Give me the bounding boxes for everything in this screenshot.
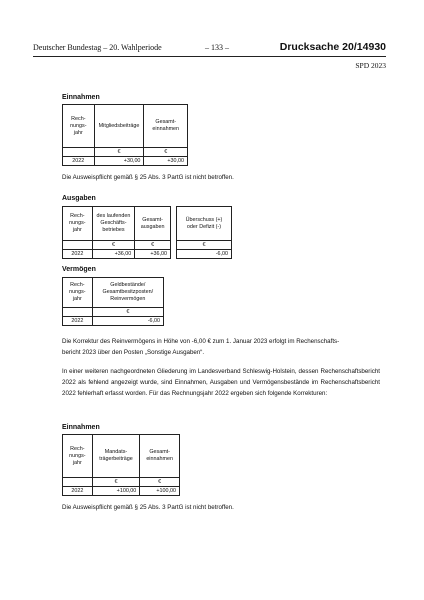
col-header-gesamtausgaben: Gesamt- ausgaben (135, 207, 171, 241)
col-header-year: Rech- nungs- jahr (63, 105, 95, 148)
paragraph-landesverband: In einer weiteren nachgeordneten Gliederung im Landesverband Schleswig-Holstein, dessen Rechenschaftsbericht 2022 als fehlend angezeigt wurde, sind Einnahmen, Ausgaben und Vermögensbestände im Rechenschaftsbericht 2022 fehlerhaft erfasst worden. Für das Rechnungsjahr 2022 ergeben sich folgende Korrekturen: (62, 368, 380, 397)
unit-cell-empty (63, 308, 93, 317)
header-rule (33, 56, 386, 57)
col-header-year: Rech- nungs- jahr (63, 278, 93, 308)
col-header-reinvermoegen: Geldbestände/ Gesamtbesitzposten/ Reinvermögen (92, 278, 163, 308)
unit-cell-empty (63, 148, 95, 157)
table-vermoegen (62, 277, 164, 326)
unit-cell: € (177, 241, 232, 250)
col-header-mandatstraegerbeitraege: Mandats- trägerbeiträge (92, 435, 140, 478)
col-header-mitgliedsbeitraege: Mitgliedsbeiträge (94, 105, 144, 148)
value-cell: +30,00 (144, 157, 188, 166)
col-header-year: Rech- nungs- jahr (63, 435, 93, 478)
unit-cell: € (144, 148, 188, 157)
party-label: SPD 2023 (355, 61, 386, 70)
section-title-einnahmen-2: Einnahmen (62, 424, 100, 431)
document-number-value: 14930 (356, 41, 386, 53)
unit-cell: € (94, 148, 144, 157)
unit-cell: € (135, 241, 171, 250)
page-header (33, 42, 386, 54)
unit-cell: € (140, 478, 180, 487)
col-header-gesamteinnahmen: Gesamt- einnahmen (144, 105, 188, 148)
table-einnahmen-2 (62, 434, 180, 496)
value-cell: -6,00 (92, 317, 163, 326)
col-header-laufender-geschaeftsbetrieb: des laufenden Geschäfts- betriebes (92, 207, 135, 241)
paragraph-korrektur-reinvermoegen: Die Korrektur des Reinvermögens in Höhe von -6,00 € zum 1. Januar 2023 erfolgt im Rechenschafts- bericht 2023 über den Posten „Sonstige Ausgaben“. (62, 338, 340, 356)
unit-cell: € (92, 478, 140, 487)
section-title-ausgaben: Ausgaben (62, 195, 96, 202)
value-cell: +36,00 (135, 250, 171, 259)
col-header-year: Rech- nungs- jahr (63, 207, 93, 241)
note-ausweispflicht-1: Die Ausweispflicht gemäß § 25 Abs. 3 PartG ist nicht betroffen. (62, 174, 234, 181)
year-cell: 2022 (63, 317, 93, 326)
note-ausweispflicht-2: Die Ausweispflicht gemäß § 25 Abs. 3 PartG ist nicht betroffen. (62, 504, 234, 511)
value-cell: +30,00 (94, 157, 144, 166)
value-cell: +36,00 (92, 250, 135, 259)
document-number-prefix: Drucksache 20/ (279, 41, 357, 53)
document-number (280, 41, 386, 53)
unit-cell: € (92, 308, 163, 317)
value-cell: +100,00 (140, 487, 180, 496)
year-cell: 2022 (63, 487, 93, 496)
value-cell: -6,00 (177, 250, 232, 259)
table-ueberschuss-defizit (176, 206, 232, 259)
col-header-gesamteinnahmen: Gesamt- einnahmen (140, 435, 180, 478)
section-title-vermoegen: Vermögen (62, 266, 96, 273)
header-left: Deutscher Bundestag – 20. Wahlperiode (33, 43, 162, 52)
table-ausgaben (62, 206, 171, 259)
table-einnahmen-1 (62, 104, 188, 166)
section-title-einnahmen-1: Einnahmen (62, 94, 100, 101)
year-cell: 2022 (63, 157, 95, 166)
col-header-ueberschuss-defizit: Überschuss (+) oder Defizit (-) (177, 207, 232, 241)
year-cell: 2022 (63, 250, 93, 259)
unit-cell: € (92, 241, 135, 250)
value-cell: +100,00 (92, 487, 140, 496)
page-number: – 133 – (205, 43, 229, 52)
unit-cell-empty (63, 478, 93, 487)
unit-cell-empty (63, 241, 93, 250)
